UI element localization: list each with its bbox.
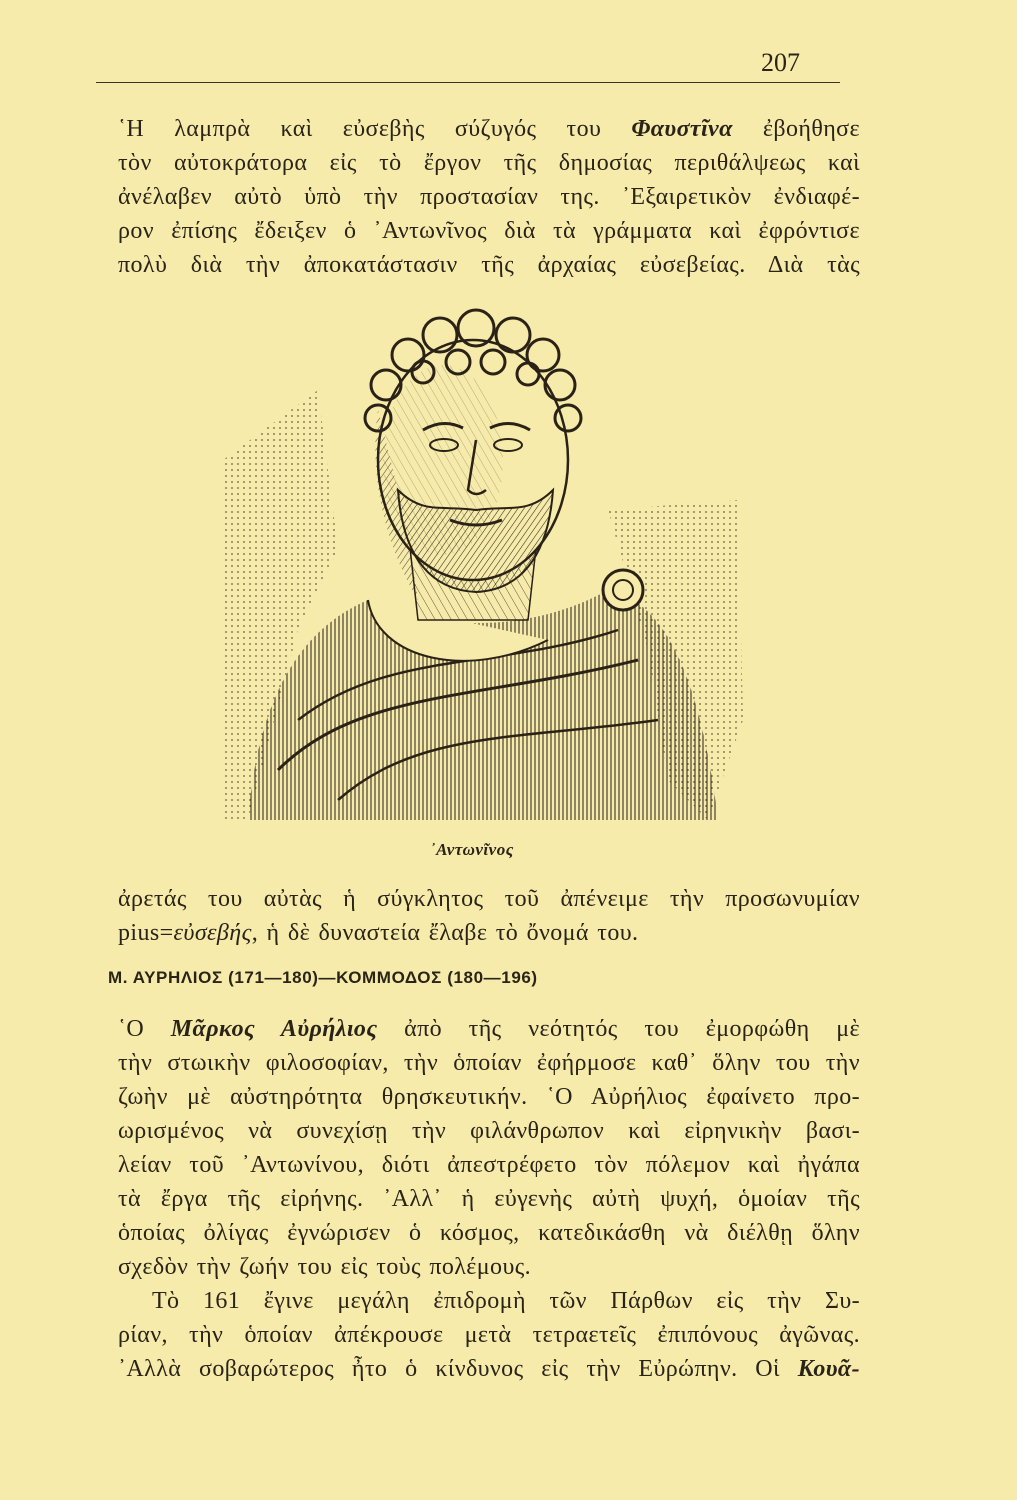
text-line: ὁποίας ὀλίγας ἐγνώρισεν ὁ κόσμος, κατεδικάσθη νὰ διέλθῃ ὅλην: [118, 1220, 860, 1246]
text-line: Τὸ 161 ἔγινε μεγάλη ἐπιδρομὴ τῶν Πάρθων εἰς τὴν Συ-: [152, 1288, 860, 1314]
text-line: ωρισμένος νὰ συνεχίσῃ τὴν φιλάνθρωπον καὶ εἰρηνικὴν βασι-: [118, 1118, 860, 1144]
antoninus-portrait-engraving: [218, 300, 743, 830]
text-line: ῾Η λαμπρὰ καὶ εὐσεβὴς σύζυγός του Φαυστῖνα ἐβοήθησε: [118, 116, 860, 142]
text-line: ρον ἐπίσης ἔδειξεν ὁ ᾿Αντωνῖνος διὰ τὰ γράμματα καὶ ἐφρόντισε: [118, 218, 860, 244]
section-heading: Μ. ΑΥΡΗΛΙΟΣ (171—180)—ΚΟΜΜΟΔΟΣ (180—196): [108, 968, 538, 987]
name-faustina: Φαυστῖνα: [631, 116, 733, 142]
text-line: τὴν στωικὴν φιλοσοφίαν, τὴν ὁποίαν ἐφήρμοσε καθ᾿ ὅλην του τὴν: [118, 1050, 860, 1076]
paragraph-faustina: [118, 112, 860, 282]
name-marcus-aurelius: Μᾶρκος Αὐρήλιος: [170, 1016, 378, 1042]
text-line: σχεδὸν τὴν ζωήν του εἰς τοὺς πολέμους.: [118, 1254, 532, 1280]
text-line: ῾Ο Μᾶρκος Αὐρήλιος ἀπὸ τῆς νεότητός του ἐμορφώθη μὲ: [118, 1016, 860, 1042]
paragraph-parthians: [118, 1284, 860, 1386]
text-line: τὸν αὐτοκράτορα εἰς τὸ ἔργον τῆς δημοσίας περιθάλψεως καὶ: [118, 150, 860, 176]
word-eusebes: εὐσεβής: [173, 920, 252, 946]
name-quadi: Κουᾶ-: [797, 1356, 860, 1382]
text-line: τὰ ἔργα τῆς εἰρήνης. ᾿Αλλ᾿ ἡ εὐγενὴς αὐτὴ ψυχή, ὁμοίαν τῆς: [118, 1186, 860, 1212]
text-line: ζωὴν μὲ αὐστηρότητα θρησκευτικήν. ῾Ο Αὐρήλιος ἐφαίνετο προ-: [118, 1084, 860, 1110]
text-line: ἀνέλαβεν αὐτὸ ὑπὸ τὴν προστασίαν της. ᾿Εξαιρετικὸν ἐνδιαφέ-: [118, 184, 860, 210]
paragraph-aurelius: [118, 1012, 860, 1284]
text-line: πολὺ διὰ τὴν ἀποκατάστασιν τῆς ἀρχαίας εὐσεβείας. Διὰ τὰς: [118, 252, 860, 278]
page-number: 207: [761, 48, 800, 77]
text-line: pius=εὐσεβής, ἡ δὲ δυναστεία ἔλαβε τὸ ὄνομά του.: [118, 920, 639, 946]
header-rule: [96, 82, 840, 83]
text-line: λείαν τοῦ ᾿Αντωνίνου, διότι ἀπεστρέφετο τὸν πόλεμον καὶ ἠγάπα: [118, 1152, 860, 1178]
text-line: ρίαν, τὴν ὁποίαν ἀπέκρουσε μετὰ τετραετεῖς ἐπιπόνους ἀγῶνας.: [118, 1322, 860, 1348]
figure-caption: ᾿Αντωνῖνος: [430, 840, 514, 859]
paragraph-pius: [118, 882, 860, 950]
text-line: ᾿Αλλὰ σοβαρώτερος ἦτο ὁ κίνδυνος εἰς τὴν Εὐρώπην. Οἱ Κουᾶ-: [118, 1356, 860, 1382]
text-line: ἀρετάς του αὐτὰς ἡ σύγκλητος τοῦ ἀπένειμε τὴν προσωνυμίαν: [118, 886, 860, 912]
